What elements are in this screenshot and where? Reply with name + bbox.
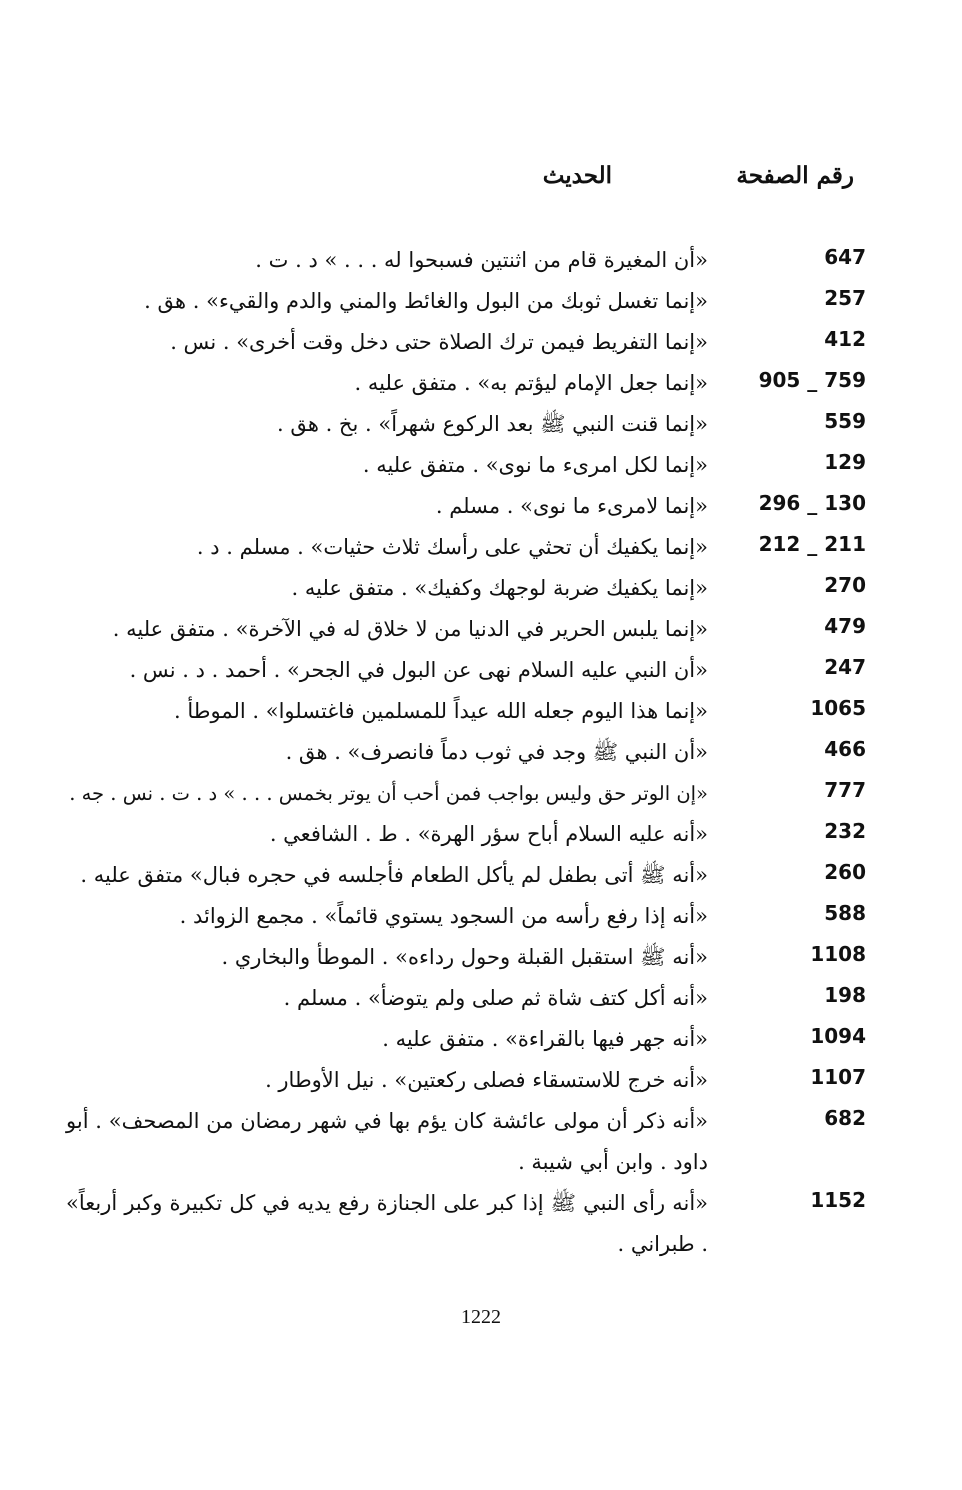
entry-hadith-text: «أنه أكل كتف شاة ثم صلى ولم يتوضأ» . مسلم . xyxy=(283,986,708,1010)
index-entry xyxy=(66,281,866,322)
index-entry xyxy=(66,978,866,1019)
index-entry xyxy=(66,773,866,814)
entry-page-number: 1065 xyxy=(810,696,866,720)
index-entry xyxy=(66,896,866,937)
index-entry xyxy=(66,855,866,896)
index-entry xyxy=(66,937,866,978)
entry-page-number: 270 xyxy=(824,573,866,597)
index-entry xyxy=(66,527,866,568)
entry-page-number: 129 xyxy=(824,450,866,474)
page-number-column-header: رقم الصفحة xyxy=(736,162,854,189)
index-entry xyxy=(66,1019,866,1060)
index-entry xyxy=(66,568,866,609)
entry-hadith-text: «أنه عليه السلام أباح سؤر الهرة» . ط . الشافعي . xyxy=(269,822,708,846)
hadith-column-header: الحديث xyxy=(542,162,612,189)
entry-page-number: 559 xyxy=(824,409,866,433)
entry-page-number: 682 xyxy=(824,1106,866,1130)
column-headers xyxy=(70,162,860,202)
index-entry xyxy=(66,814,866,855)
index-entry xyxy=(66,1060,866,1101)
entry-hadith-text: «إن الوتر حق وليس بواجب فمن أحب أن يوتر بخمس . . . » د . ت . نس . جه . xyxy=(69,782,708,805)
entry-page-number: 412 xyxy=(824,327,866,351)
entry-hadith-text: «إنما يكفيك أن تحثي على رأسك ثلاث حثيات» . مسلم . د . xyxy=(196,535,708,559)
entry-hadith-text: «إنما هذا اليوم جعله الله عيداً للمسلمين فاغتسلوا» . الموطأ . xyxy=(174,699,708,723)
entry-hadith-text: «إنما التفريط فيمن ترك الصلاة حتى دخل وقت أخرى» . نس . xyxy=(170,330,708,354)
entry-hadith-text: «إنما جعل الإمام ليؤتم به» . متفق عليه . xyxy=(354,371,708,395)
index-entry xyxy=(66,363,866,404)
entry-hadith-text: «أنه ﷺ أتى بطفل لم يأكل الطعام فأجلسه في حجره فبال» متفق عليه . xyxy=(80,863,708,887)
footer-page-number: 1222 xyxy=(461,1306,501,1328)
entry-page-number: 232 xyxy=(824,819,866,843)
entry-page-number: 260 xyxy=(824,860,866,884)
entry-hadith-text: «أن النبي ﷺ وجد في ثوب دماً فانصرف» . هق . xyxy=(285,740,708,764)
entry-hadith-text: «إنما لامرىء ما نوى» . مسلم . xyxy=(435,494,708,518)
entry-hadith-text: «أنه ذكر أن مولى عائشة كان يؤم بها في شهر رمضان من المصحف» . أبو داود . وابن أبي شيبة . xyxy=(66,1109,708,1174)
entry-page-number: 479 xyxy=(824,614,866,638)
index-entry xyxy=(66,691,866,732)
page-footer xyxy=(0,1306,962,1329)
entry-hadith-text: «أن النبي عليه السلام نهى عن البول في الجحر» . أحمد . د . نس . xyxy=(129,658,708,682)
entry-page-number: 1107 xyxy=(810,1065,866,1089)
hadith-index-list xyxy=(66,240,866,1265)
entry-hadith-text: «أنه رأى النبي ﷺ إذا كبر على الجنازة رفع يديه في كل تكبيرة وكبر أربعاً» . طبراني . xyxy=(66,1191,708,1256)
entry-page-number: 1108 xyxy=(810,942,866,966)
index-entry xyxy=(66,1101,866,1183)
index-entry xyxy=(66,732,866,773)
index-entry xyxy=(66,1183,866,1265)
entry-hadith-text: «إنما لكل امرىء ما نوى» . متفق عليه . xyxy=(362,453,708,477)
entry-hadith-text: «أن المغيرة قام من اثنتين فسبحوا له . . . » د . ت . xyxy=(255,248,708,272)
index-entry xyxy=(66,609,866,650)
entry-hadith-text: «إنما قنت النبي ﷺ بعد الركوع شهراً» . بخ . هق . xyxy=(276,412,708,436)
entry-page-number: 212 _ 211 xyxy=(758,532,866,556)
entry-page-number: 777 xyxy=(824,778,866,802)
index-entry xyxy=(66,445,866,486)
entry-page-number: 296 _ 130 xyxy=(758,491,866,515)
entry-hadith-text: «إنما يلبس الحرير في الدنيا من لا خلاق له في الآخرة» . متفق عليه . xyxy=(112,617,708,641)
entry-hadith-text: «أنه ﷺ استقبل القبلة وحول رداءه» . الموطأ والبخاري . xyxy=(221,945,708,969)
index-entry xyxy=(66,322,866,363)
entry-page-number: 257 xyxy=(824,286,866,310)
index-entry xyxy=(66,404,866,445)
entry-page-number: 1152 xyxy=(810,1188,866,1212)
entry-page-number: 1094 xyxy=(810,1024,866,1048)
entry-page-number: 647 xyxy=(824,245,866,269)
index-entry xyxy=(66,650,866,691)
index-entry xyxy=(66,486,866,527)
entry-hadith-text: «إنما يكفيك ضربة لوجهك وكفيك» . متفق عليه . xyxy=(291,576,708,600)
entry-hadith-text: «أنه جهر فيها بالقراءة» . متفق عليه . xyxy=(382,1027,708,1051)
entry-page-number: 905 _ 759 xyxy=(758,368,866,392)
entry-page-number: 588 xyxy=(824,901,866,925)
entry-page-number: 247 xyxy=(824,655,866,679)
entry-hadith-text: «إنما تغسل ثوبك من البول والغائط والمني والدم والقيء» . هق . xyxy=(144,289,708,313)
entry-page-number: 466 xyxy=(824,737,866,761)
entry-hadith-text: «أنه إذا رفع رأسه من السجود يستوي قائماً» . مجمع الزوائد . xyxy=(179,904,708,928)
index-entry xyxy=(66,240,866,281)
entry-hadith-text: «أنه خرج للاستسقاء فصلى ركعتين» . نيل الأوطار . xyxy=(265,1068,708,1092)
entry-page-number: 198 xyxy=(824,983,866,1007)
